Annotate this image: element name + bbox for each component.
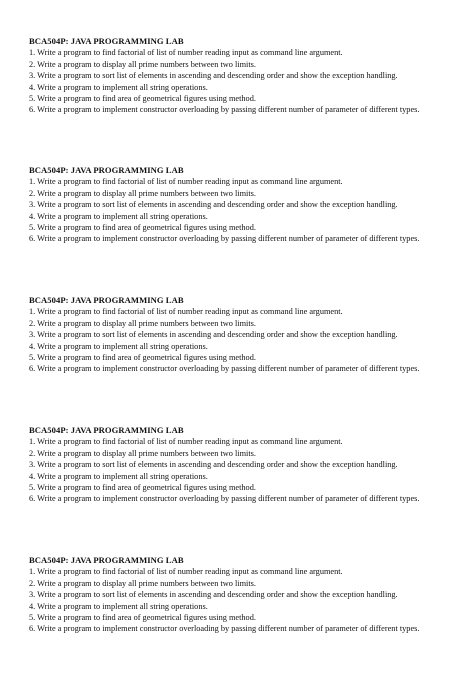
program-item: 4. Write a program to implement all string operations. <box>29 211 208 221</box>
program-item: 3. Write a program to sort list of elements in ascending and descending order and show the exception handling. <box>29 71 398 81</box>
lab-title: BCA504P: JAVA PROGRAMMING LAB <box>29 295 184 305</box>
program-item: 4. Write a program to implement all string operations. <box>29 341 208 351</box>
lab-program-list <box>29 555 447 635</box>
lab-program-list <box>29 165 447 245</box>
program-item: 3. Write a program to sort list of elements in ascending and descending order and show the exception handling. <box>29 460 398 470</box>
program-item: 6. Write a program to implement constructor overloading by passing different number of parameter of different types. <box>29 494 420 504</box>
program-item: 5. Write a program to find area of geometrical figures using method. <box>29 613 256 623</box>
lab-program-list <box>29 36 447 116</box>
program-item: 1. Write a program to find factorial of list of number reading input as command line argument. <box>29 307 343 317</box>
program-item: 6. Write a program to implement constructor overloading by passing different number of parameter of different types. <box>29 234 420 244</box>
program-item: 2. Write a program to display all prime numbers between two limits. <box>29 448 256 458</box>
program-item: 2. Write a program to display all prime numbers between two limits. <box>29 188 256 198</box>
program-item: 6. Write a program to implement constructor overloading by passing different number of parameter of different types. <box>29 624 420 634</box>
lab-program-list <box>29 295 447 375</box>
lab-title: BCA504P: JAVA PROGRAMMING LAB <box>29 425 184 435</box>
program-item: 3. Write a program to sort list of elements in ascending and descending order and show the exception handling. <box>29 200 398 210</box>
program-item: 5. Write a program to find area of geometrical figures using method. <box>29 223 256 233</box>
program-item: 4. Write a program to implement all string operations. <box>29 82 208 92</box>
program-item: 2. Write a program to display all prime numbers between two limits. <box>29 318 256 328</box>
program-item: 4. Write a program to implement all string operations. <box>29 471 208 481</box>
program-item: 1. Write a program to find factorial of list of number reading input as command line argument. <box>29 437 343 447</box>
program-item: 2. Write a program to display all prime numbers between two limits. <box>29 578 256 588</box>
program-item: 6. Write a program to implement constructor overloading by passing different number of parameter of different types. <box>29 105 420 115</box>
program-item: 5. Write a program to find area of geometrical figures using method. <box>29 353 256 363</box>
program-item: 6. Write a program to implement constructor overloading by passing different number of parameter of different types. <box>29 364 420 374</box>
program-item: 5. Write a program to find area of geometrical figures using method. <box>29 94 256 104</box>
program-item: 2. Write a program to display all prime numbers between two limits. <box>29 59 256 69</box>
lab-title: BCA504P: JAVA PROGRAMMING LAB <box>29 165 184 175</box>
program-item: 1. Write a program to find factorial of list of number reading input as command line argument. <box>29 567 343 577</box>
lab-program-list <box>29 425 447 505</box>
lab-title: BCA504P: JAVA PROGRAMMING LAB <box>29 555 184 565</box>
program-item: 1. Write a program to find factorial of list of number reading input as command line argument. <box>29 48 343 58</box>
program-item: 3. Write a program to sort list of elements in ascending and descending order and show the exception handling. <box>29 590 398 600</box>
program-item: 4. Write a program to implement all string operations. <box>29 601 208 611</box>
program-item: 3. Write a program to sort list of elements in ascending and descending order and show the exception handling. <box>29 330 398 340</box>
lab-title: BCA504P: JAVA PROGRAMMING LAB <box>29 36 184 46</box>
program-item: 1. Write a program to find factorial of list of number reading input as command line argument. <box>29 177 343 187</box>
program-item: 5. Write a program to find area of geometrical figures using method. <box>29 483 256 493</box>
